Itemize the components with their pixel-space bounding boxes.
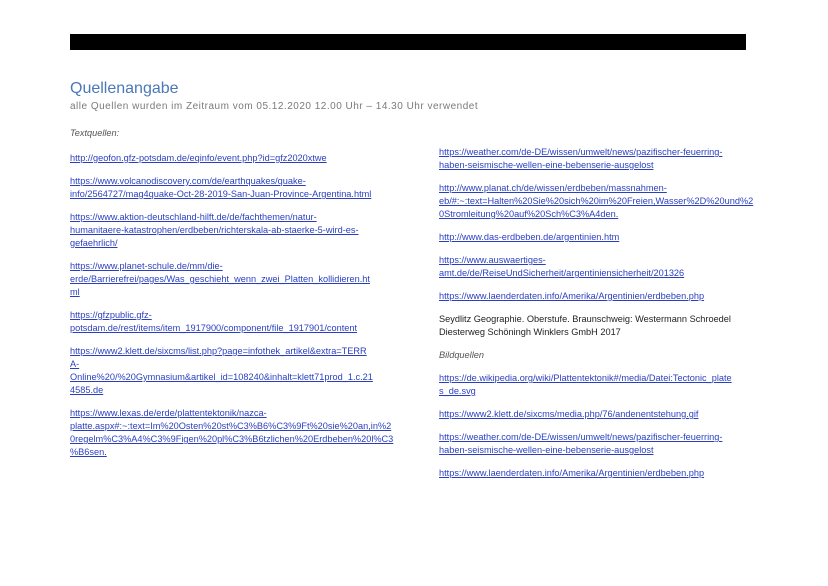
image-source-link[interactable]: https://www2.klett.de/sixcms/media.php/76/andenentstehung.gif [439, 409, 699, 419]
source-link[interactable]: https://www2.klett.de/sixcms/list.php?page=infothek_artikel&extra=TERR A- Online%20/%20Gymnasium&artikel_id=108240&inhalt=klett71prod_1.c.21 4585.de [70, 346, 373, 395]
image-source-link[interactable]: https://weather.com/de-DE/wissen/umwelt/news/pazifischer-feuerring- haben-seismische-wellen-eine-bebenserie-ausgelost [439, 432, 723, 455]
right-column [439, 146, 774, 490]
source-link[interactable]: https://www.volcanodiscovery.com/de/earthquakes/quake- info/2564727/mag4quake-Oct-28-2019-San-Juan-Province-Argentina.html [70, 176, 372, 199]
text-sources-label: Textquellen: [70, 128, 120, 138]
image-source-link[interactable]: https://www.laenderdaten.info/Amerika/Argentinien/erdbeben.php [439, 468, 705, 478]
source-link[interactable]: https://www.lexas.de/erde/plattentektonik/nazca- platte.aspx#:~:text=Im%20Osten%20st%C3%B6%C3%9Ft%20sie%20an,in%2 0regelm%C3%A4%C3%9Figen%20pl%C3%B6tzlichen%20Erdbeben%20l%C3 %B6sen. [70, 408, 394, 457]
book-citation: Seydlitz Geographie. Oberstufe. Braunschweig: Westermann Schroedel Diesterweg Schöningh Winklers GmbH 2017 [439, 314, 731, 337]
image-sources-label: Bildquellen [439, 350, 484, 360]
source-link[interactable]: http://www.das-erdbeben.de/argentinien.htm [439, 232, 620, 242]
source-link[interactable]: https://www.planet-schule.de/mm/die- erde/Barrierefrei/pages/Was_geschieht_wenn_zwei_Platten_kollidieren.ht ml [70, 261, 370, 297]
source-link[interactable]: https://www.auswaertiges- amt.de/de/ReiseUndSicherheit/argentiniensicherheit/201326 [439, 255, 685, 278]
source-link[interactable]: http://www.planat.ch/de/wissen/erdbeben/massnahmen- eb/#:~:text=Halten%20Sie%20sich%20im%20Freien,Wasser%2D%20und%2 0Stromleitung%20auf%20Sch%C3%A4den. [439, 183, 754, 219]
source-link[interactable]: https://gfzpublic.gfz- potsdam.de/rest/items/item_1917900/component/file_1917901/content [70, 310, 358, 333]
page-title: Quellenangabe [70, 80, 179, 97]
source-link[interactable]: http://geofon.gfz-potsdam.de/eqinfo/event.php?id=gfz2020xtwe [70, 153, 327, 163]
source-link[interactable]: https://www.aktion-deutschland-hilft.de/de/fachthemen/natur- humanitaere-katastrophen/erdbeben/richterskala-ab-staerke-5-wird-es- gefaehrlich/ [70, 212, 359, 248]
image-source-link[interactable]: https://de.wikipedia.org/wiki/Plattentektonik#/media/Datei:Tectonic_plate s_de.svg [439, 373, 732, 396]
source-link[interactable]: https://weather.com/de-DE/wissen/umwelt/news/pazifischer-feuerring- haben-seismische-wellen-eine-bebenserie-ausgelost [439, 147, 723, 170]
page-subtitle: alle Quellen wurden im Zeitraum vom 05.12.2020 12.00 Uhr – 14.30 Uhr verwendet [70, 101, 479, 112]
redaction-bar [70, 34, 746, 50]
left-column [70, 127, 400, 469]
source-link[interactable]: https://www.laenderdaten.info/Amerika/Argentinien/erdbeben.php [439, 291, 705, 301]
